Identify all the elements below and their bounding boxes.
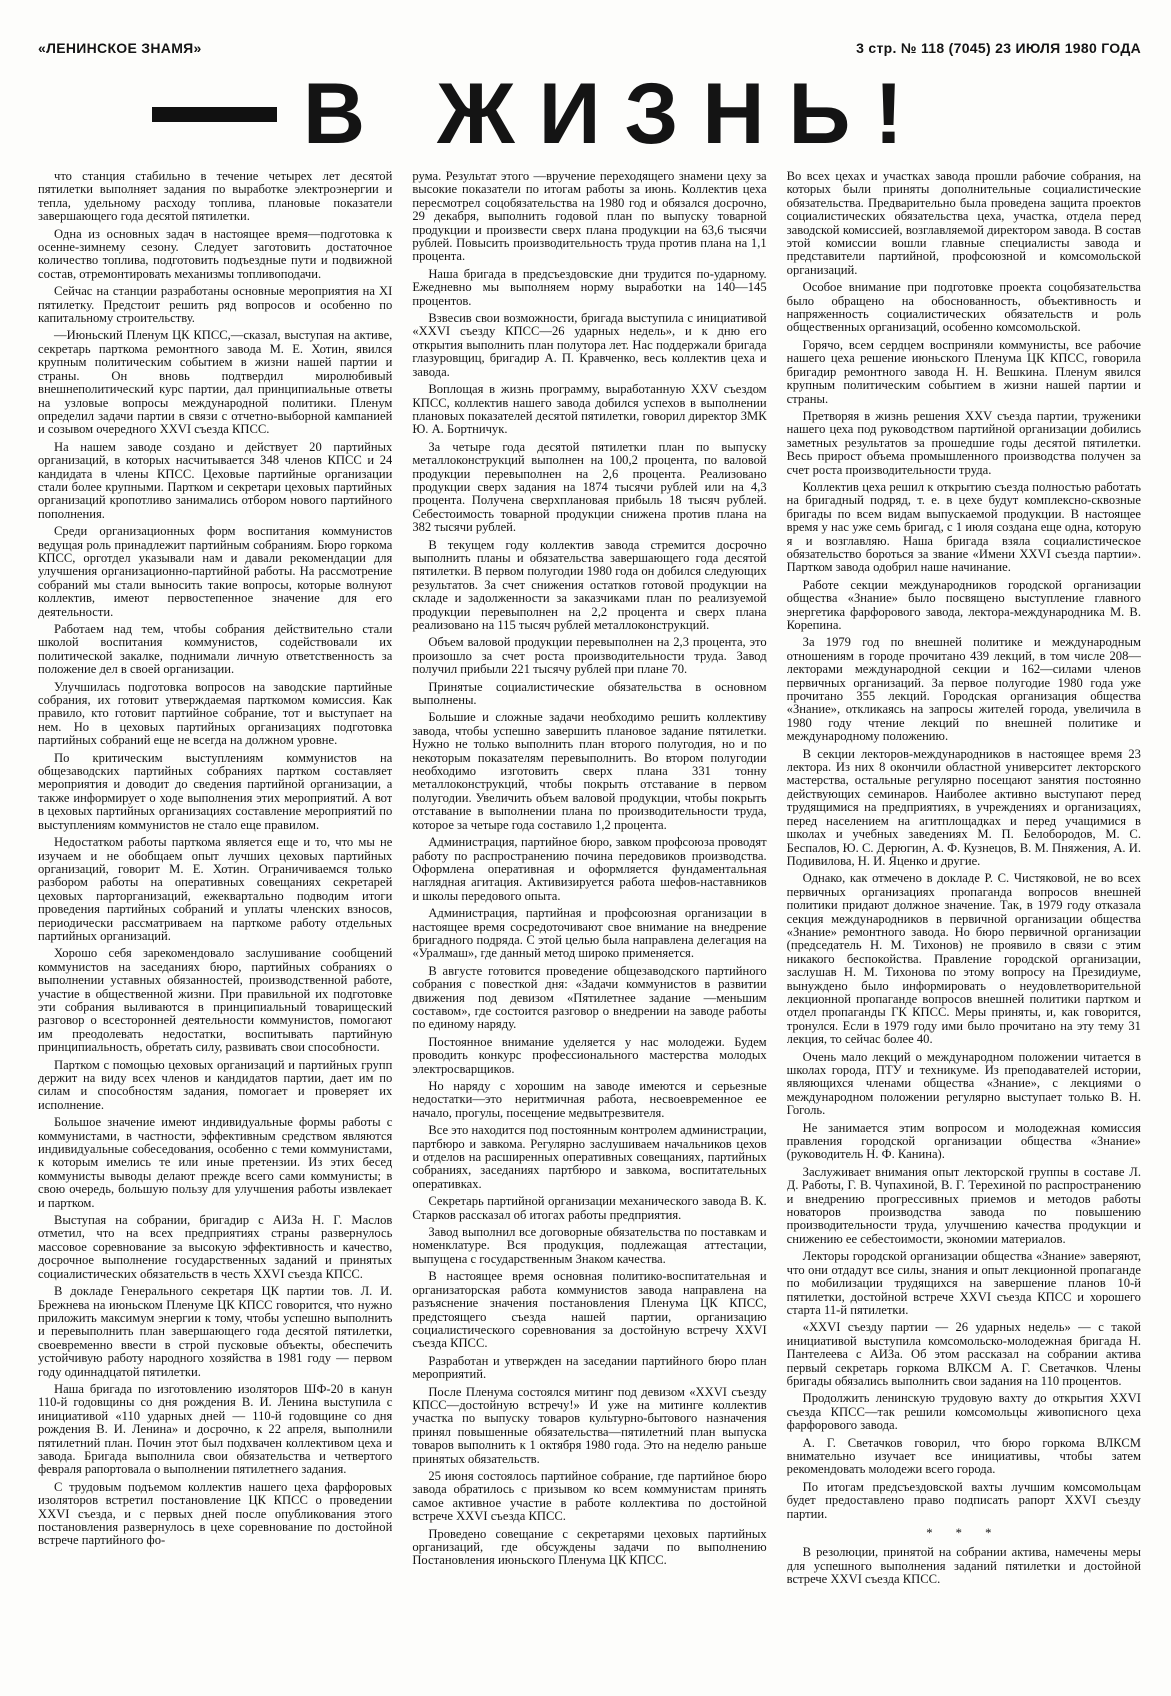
article-paragraph: Работаем над тем, чтобы собрания действительно стали школой воспитания коммунистов, содействовали их политической закалке, поднимали личную ответственность за положение дел в своей организации. (38, 622, 393, 677)
article-paragraph: Принятые социалистические обязательства в основном выполнены. (412, 679, 767, 708)
article-paragraph: рума. Результат этого —вручение переходящего знамени цеху за высокие показатели по итогам работы за июнь. Коллектив цеха пересмотрел соцобязательства на 1980 год и обязался досрочно, 29 декабря, выполнить годовой план по выпуску товарной продукции и произвести сверх плана продукции на 63,6 тысячи рублей. Повысить производительность труда против плана на 1,1 процента. (412, 170, 767, 264)
article-paragraph: За 1979 год по внешней политике и международным отношениям в городе прочитано 439 лекций, в том числе 208—лекторами международной секции и 162—силами членов первичных организаций. За первое полугодие 1980 года уже прочитано 355 лекций. Городская организация общества «Знание», откликаясь на запросы жителей города, увеличила в 1980 году чтение лекций по внешней политике и международному положению. (786, 635, 1141, 744)
article-paragraph: Недостатком работы парткома является еще и то, что мы не изучаем и не обобщаем опыт лучших цеховых партийных организаций, говорит М. Е. Хотин. Ограничиваемся только разбором работы на оперативных совещаниях секретарей цеховых парторганизаций, ежеквартально подводим итоги проведения партийных собраний и уплаты членских взносов, периодически рассматриваем на парткоме работу отдельных партийных организаций. (38, 835, 393, 943)
article-paragraph: Лекторы городской организации общества «Знание» заверяют, что они отдадут все силы, знания и опыт лекционной пропаганде по мобилизации трудящихся на завершение планов 10-й пятилетки, достойной встрече XXVI съезда КПСС и хорошего старта 11-й пятилетки. (786, 1249, 1141, 1317)
issue-info: 3 стр. № 118 (7045) 23 ИЮЛЯ 1980 ГОДА (856, 40, 1141, 56)
article-paragraph: Завод выполнил все договорные обязательства по поставкам и номенклатуре. Вся продукция, подлежащая аттестации, выпущена с государственным Знаком качества. (412, 1225, 767, 1266)
article-paragraph: Все это находится под постоянным контролем администрации, партбюро и завкома. Регулярно заслушиваем начальников цехов и отделов на расширенных оперативных совещаниях, партийных собраниях, заседаниях партбюро и завкома, воспитательных оперативках. (412, 1123, 767, 1191)
article-paragraph: В настоящее время основная политико-воспитательная и организаторская работа коммунистов завода направлена на разъяснение значения постановления Пленума ЦК КПСС, предстоящего съезда нашей партии, организацию социалистического соревнования за достойную встречу XXVI съезда КПСС. (412, 1269, 767, 1351)
article-paragraph: Улучшилась подготовка вопросов на заводские партийные собрания, их готовит утверждаемая парткомом комиссия. Как правило, кто готовит партийное собрание, тот и выступает на нем. Но в цеховых партийных организациях подготовка партийных собраний еще не всегда на должном уровне. (38, 679, 393, 748)
article-paragraph: В текущем году коллектив завода стремится досрочно выполнить планы и обязательства завершающего года десятой пятилетки. В первом полугодии 1980 года он добился следующих результатов. За счет снижения остатков готовой продукции на складе и задолженности за заказчиками план по реализуемой продукции перевыполнен на 2,2 процента и сверх плана реализовано на 115 тысяч рублей металлоконструкций. (412, 537, 767, 632)
article-paragraph: Объем валовой продукции перевыполнен на 2,3 процента, это произошло за счет роста производительности труда. Завод получил прибыли 221 тысячу рублей при плане 70. (412, 635, 767, 677)
article-paragraph: 25 июня состоялось партийное собрание, где партийное бюро завода обратилось с призывом ко всем коммунистам принять самое активное участие в работе коллектива по достойной встрече XXVI съезда КПСС. (412, 1468, 767, 1524)
article-paragraph: Сейчас на станции разработаны основные мероприятия на XI пятилетку. Предстоит решить ряд вопросов и особенно по капитальному строительству. (38, 284, 393, 326)
article-paragraph: После Пленума состоялся митинг под девизом «XXVI съезду КПСС—достойную встречу!» И уже на митинге коллектив участка по выпуску товаров культурно-бытового назначения принял повышенные обязательства—пятилетний план выпуска товаров выполнить к 1 октября 1980 года. Это на неделю раньше принятых обязательств. (412, 1384, 767, 1466)
newspaper-name: «ЛЕНИНСКОЕ ЗНАМЯ» (38, 40, 202, 56)
article-paragraph: С трудовым подъемом коллектив нашего цеха фарфоровых изоляторов встретил постановление ЦК КПСС о проведении XXVI съезда, и с первых дней после опубликования этого постановления развернулось в цехе соревнование по достойной встрече партийного фо- (38, 1479, 393, 1548)
article-paragraph: Администрация, партийная и профсоюзная организации в настоящее время сосредоточивают свое внимание на внедрение бригадного подряда. С этой целью была направлена делегация на «Уралмаш», где данный метод широко применяется. (412, 906, 767, 961)
article-paragraph: Среди организационных форм воспитания коммунистов ведущая роль принадлежит партийным собраниям. Бюро горкома КПСС, орготдел указывали нам и давали рекомендации для улучшения организационно-партийной работы. На рассмотрение собраний мы стали выносить такие вопросы, которые волнуют коллектив, имеют первостепенное значение для его деятельности. (38, 524, 393, 619)
article-column-3 (787, 170, 1141, 1676)
article-paragraph: Большое значение имеют индивидуальные формы работы с коммунистами, в частности, эффективным средством являются индивидуальные собеседования, особенно с теми коммунистами, к которым имелись те или иные претензии. Из этих бесед коммунисты выводы делают прежде всего сами коммунисты; в свою очередь, большую пользу для улучшения работы извлекает и партком. (38, 1115, 393, 1210)
article-paragraph: Хорошо себя зарекомендовало заслушивание сообщений коммунистов на заседаниях бюро, партийных собраниях о выполнении уставных обязанностей, производственной работе, участие в общественной жизни. При правильной их подготовке эти собрания выливаются в принципиальный товарищеский разговор о всесторонней деятельности коммунистов, помогают им преодолевать недостатки, воспитывать партийную принципиальность, обретать силу, развивать свои способности. (38, 946, 393, 1055)
article-paragraph: В августе готовится проведение общезаводского партийного собрания с повесткой дня: «Задачи коммунистов в развитии движения под девизом «Пятилетнее задание —меньшим составом», где состоится разговор о внедрении на заводе работы по единому наряду. (412, 963, 767, 1032)
article-paragraph: Большие и сложные задачи необходимо решить коллективу завода, чтобы успешно завершить плановое задание пятилетки. Нужно не только выполнить план второго полугодия, но и по некоторым показателям перевыполнить. Во втором полугодии необходимо изготовить сверх плана 331 тонну металлоконструкций, чтобы покрыть отставание в первом полугодии. Увеличить объем валовой продукции, чтобы покрыть отставание в выполнении плана по производительности труда, которое за четыре года составило 1,2 процента. (412, 710, 767, 832)
article-paragraph: Проведено совещание с секретарями цеховых партийных организаций, где обсуждены задачи по выполнению Постановления июньского Пленума ЦК КПСС. (412, 1526, 767, 1568)
article-paragraph: В резолюции, принятой на собрании актива, намечены меры для успешного выполнения заданий пятилетки и достойной встрече XXVI съезда КПСС. (786, 1545, 1141, 1587)
article-paragraph: Не занимается этим вопросом и молодежная комиссия правления городской организации общества «Знание» (руководитель Н. Ф. Канина). (786, 1120, 1141, 1162)
headline-banner (40, 64, 1141, 164)
article-paragraph: По критическим выступлениям коммунистов на общезаводских партийных собраниях партком составляет мероприятия и доводит до сведения партийной организации, а также информирует о ходе выполнения этих мероприятий. А вот в цеховых партийных организациях составление мероприятий по выступлениям коммунистов не стало еще правилом. (38, 750, 393, 832)
article-paragraph: Очень мало лекций о международном положении читается в школах города, ПТУ и техникуме. Из преподавателей истории, являющихся членами общества «Знание», с лекциями о международном положении регулярно выступает только В. Н. Гоголь. (786, 1049, 1141, 1118)
article-paragraph: В секции лекторов-международников в настоящее время 23 лектора. Из них 8 окончили областной университет лекторского мастерства, остальные регулярно посещают занятия постоянно действующих семинаров. Наиболее активно выступают перед трудящимися на предприятиях, в учреждениях и организациях, перед населением на агитплощадках и перед учащимися в школах и учебных заведениях М. П. Белобородов, М. С. Беспалов, Ю. С. Дерюгин, А. Ф. Кузнецов, В. М. Пняжения, А. И. Подивилова, Н. И. Яценко и другие. (786, 746, 1141, 868)
article-paragraph: На нашем заводе создано и действует 20 партийных организаций, в которых насчитывается 348 членов КПСС и 24 кандидата в члены КПСС. Цеховые партийные организации стали более крупными. Партком и секретари цеховых партийных организаций кропотливо занимались отбором нового партийного пополнения. (38, 439, 393, 521)
article-paragraph: Продолжить ленинскую трудовую вахту до открытия XXVI съезда КПСС—так решили комсомольцы живописного цеха фарфорового завода. (786, 1391, 1141, 1433)
article-paragraph: Администрация, партийное бюро, завком профсоюза проводят работу по распространению почина передовиков производства. Оформлена оперативная и оформляется фундаментальная наглядная агитация. Активизируется работа шефов-наставников и школы передового опыта. (412, 835, 767, 903)
article-paragraph: Особое внимание при подготовке проекта соцобязательства было обращено на обоснованность, объективность и напряженность социалистических обязательств и роль общественных организаций, особенно комсомольской. (786, 280, 1141, 335)
article-column-1 (38, 170, 392, 1676)
article-paragraph: что станция стабильно в течение четырех лет десятой пятилетки выполняет задания по выработке электроэнергии и тепла, удельному расходу топлива, плановые показатели завершающего года десятой пятилетки. (38, 170, 393, 224)
article-paragraph: Но наряду с хорошим на заводе имеются и серьезные недостатки—это неритмичная работа, несвоевременное ее начало, прогулы, посещение медвытрезвителя. (412, 1079, 767, 1120)
article-paragraph: В докладе Генерального секретаря ЦК партии тов. Л. И. Брежнева на июньском Пленуме ЦК КПСС говорится, что нужно приложить максимум энергии к тому, чтобы успешно выполнить и перевыполнить план завершающего года десятой пятилетки, своевременно ввести в строй пусковые объекты, обеспечить устойчивую работу народного хозяйства в 1981 году — первом году одиннадцатой пятилетки. (38, 1284, 393, 1379)
article-paragraph: А. Г. Светачков говорил, что бюро горкома ВЛКСМ внимательно изучает все инициативы, чтобы затем рекомендовать молодежи всего города. (786, 1435, 1141, 1477)
article-paragraph: «XXVI съезду партии — 26 ударных недель» — с такой инициативой выступила комсомольско-молодежная бригада Н. Пантелеева с АИЗа. Об этом рассказал на собрании актива первый секретарь горкома ВЛКСМ А. Г. Светачков. Члены бригады обязались выполнить свои задания на 110 процентов. (786, 1320, 1141, 1388)
article-paragraph: Партком с помощью цеховых организаций и партийных групп держит на виду всех членов и кандидатов партии, дает им по силам и способностям задания, помогает и проверяет их исполнение. (38, 1057, 393, 1112)
article-paragraph: Наша бригада в предсъездовские дни трудится по-ударному. Ежедневно мы выполняем норму выработки на 140—145 процентов. (412, 266, 767, 308)
page-header (38, 38, 1141, 58)
headline-title: В ЖИЗНЬ! (303, 66, 927, 162)
article-paragraph: За четыре года десятой пятилетки план по выпуску металлоконструкций выполнен на 100,2 процента, по валовой продукции перевыполнен на 2,6 процента. Реализовано продукции сверх задания на 1874 тысячи рублей или на 4,3 процента. Получена сверхплановая прибыль 18 тысяч рублей. Себестоимость товарной продукции снижена против плана на 382 тысячи рублей. (412, 439, 767, 535)
article-paragraph: Выступая на собрании, бригадир с АИЗа Н. Г. Маслов отметил, что на всех предприятиях страны развернулось массовое соревнование за высокую эффективность и качество, досрочное выполнение государственных заданий и принятых социалистических обязательств в честь XXVI съезда КПСС. (38, 1213, 393, 1281)
article-paragraph: Взвесив свои возможности, бригада выступила с инициативой «XXVI съезду КПСС—26 ударных недель», и к дню его открытия выполнить план полутора лет. Нас поддержали бригада глазуровщиц, бригадир А. П. Кравченко, весь коллектив цеха и завода. (412, 311, 767, 379)
article-paragraph: Секретарь партийной организации механического завода В. К. Старков рассказал об итогах работы предприятия. (412, 1194, 767, 1222)
article-paragraph: Однако, как отмечено в докладе Р. С. Чистяковой, не во всех первичных организациях пропаганда вопросов внешней политики придают должное значение. Так, в 1979 году отказала секция международников в первичной организации общества «Знание» ремонтного завода. Но бюро первичной организации (председатель Н. М. Тихонов) не проявило в связи с этим никакого беспокойства. Правление городской организации, заслушав Н. М. Тихонова по этому вопросу на Президиуме, вынуждено было информировать о неудовлетворительной лекционной пропаганде вопросов внешней политики партком и отдел пропаганды ГК КПСС. Меры приняты, и, как говорится, тронулся. Если в 1979 году ими было прочитано на эту тему 31 лекция, то сейчас более 40. (786, 871, 1141, 1047)
article-paragraph: Воплощая в жизнь программу, выработанную XXV съездом КПСС, коллектив нашего завода добился успехов в выполнении плановых показателей десятой пятилетки, говорил директор ЗМК Ю. А. Бортничук. (412, 382, 767, 437)
article-paragraph: —Июньский Пленум ЦК КПСС,—сказал, выступая на активе, секретарь парткома ремонтного завода М. Е. Хотин, явился крупным политическим событием в жизни нашей партии и страны. Он вновь подтвердил миролюбивый внешнеполитический курс партии, дал принципиальные ответы на узловые вопросы международной политики. Пленум определил задачи партии в связи с отчетно-выборной кампанией и созывом очередного XXVI съезда КПСС. (38, 328, 393, 437)
article-paragraph: Коллектив цеха решил к открытию съезда полностью работать на бригадный подряд, т. е. в цехе будут комплексно-сквозные бригады по всем видам выпускаемой продукции. В настоящее время у нас уже семь бригад, с 1 июля создана еще одна, которую я и возглавляю. Наша бригада взяла социалистическое обязательство бороться за звание «Имени XXVI съезда партии». Партком завода одобрил наше начинание. (786, 479, 1141, 575)
article-paragraph: Во всех цехах и участках завода прошли рабочие собрания, на которых были приняты дополнительные социалистические обязательства. Предварительно была проведена защита проектов социалистических обязательства цеха, участка, отдела перед заводской комиссией, возглавляемой директором завода. В состав этой комиссии вошли главные специалисты завода и представители партийной, профсоюзной и комсомольской организаций. (786, 170, 1141, 277)
article-paragraph: Горячо, всем сердцем восприняли коммунисты, все рабочие нашего цеха решение июньского Пленума ЦК КПСС, говорила бригадир ремонтного завода Н. Н. Вешкина. Пленум явился крупным политическим событием в жизни нашей партии и страны. (786, 337, 1141, 406)
article-paragraph: Разработан и утвержден на заседании партийного бюро план мероприятий. (412, 1353, 767, 1382)
article-paragraph: Претворяя в жизнь решения XXV съезда партии, труженики нашего цеха под руководством партийной организации добились заметных результатов за прошедшие годы десятой пятилетки. Весь прирост объема промышленного производства получен за счет роста производительности труда. (786, 408, 1141, 477)
article-paragraph: Одна из основных задач в настоящее время—подготовка к осенне-зимнему сезону. Следует заготовить достаточное количество топлива, подготовить подъездные пути и подвижной состав, отремонтировать механизмы топливоподачи. (38, 226, 393, 281)
article-column-2 (412, 170, 766, 1676)
article-columns (38, 170, 1141, 1676)
article-paragraph: Заслуживает внимания опыт лекторской группы в составе Л. Д. Работы, Г. В. Чупахиной, В. Г. Терехиной по распространению и внедрению прогрессивных приемов и методов работы новаторов производства завода по повышению производительности труда, улучшению качества продукции и снижению ее себестоимости, экономии материалов. (786, 1164, 1141, 1246)
headline-dash (152, 107, 277, 122)
article-paragraph: Постоянное внимание уделяется у нас молодежи. Будем проводить конкурс профессионального мастерства молодых электросварщиков. (412, 1034, 767, 1076)
article-paragraph: * * * (926, 1526, 1002, 1540)
article-paragraph: Работе секции международников городской организации общества «Знание» было посвящено выступление главного энергетика фарфорового завода, лектора-международника М. В. Корепина. (786, 577, 1141, 632)
article-paragraph: Наша бригада по изготовлению изоляторов ШФ-20 в канун 110-й годовщины со дня рождения В. И. Ленина выступила с инициативой «110 ударных дней — 110-й годовщине со дня рождения В. И. Ленина» и досрочно, к 22 апреля, выполнили пятилетний план. Почин этот был подхвачен коллективом цеха и завода. Бригада выполнила свои обязательства и четвертого февраля рапортовала о выполнении пятилетнего задания. (38, 1381, 393, 1477)
article-paragraph: По итогам предсъездовской вахты лучшим комсомольцам будет предоставлено право подписать рапорт XXVI съезду партии. (786, 1479, 1141, 1521)
